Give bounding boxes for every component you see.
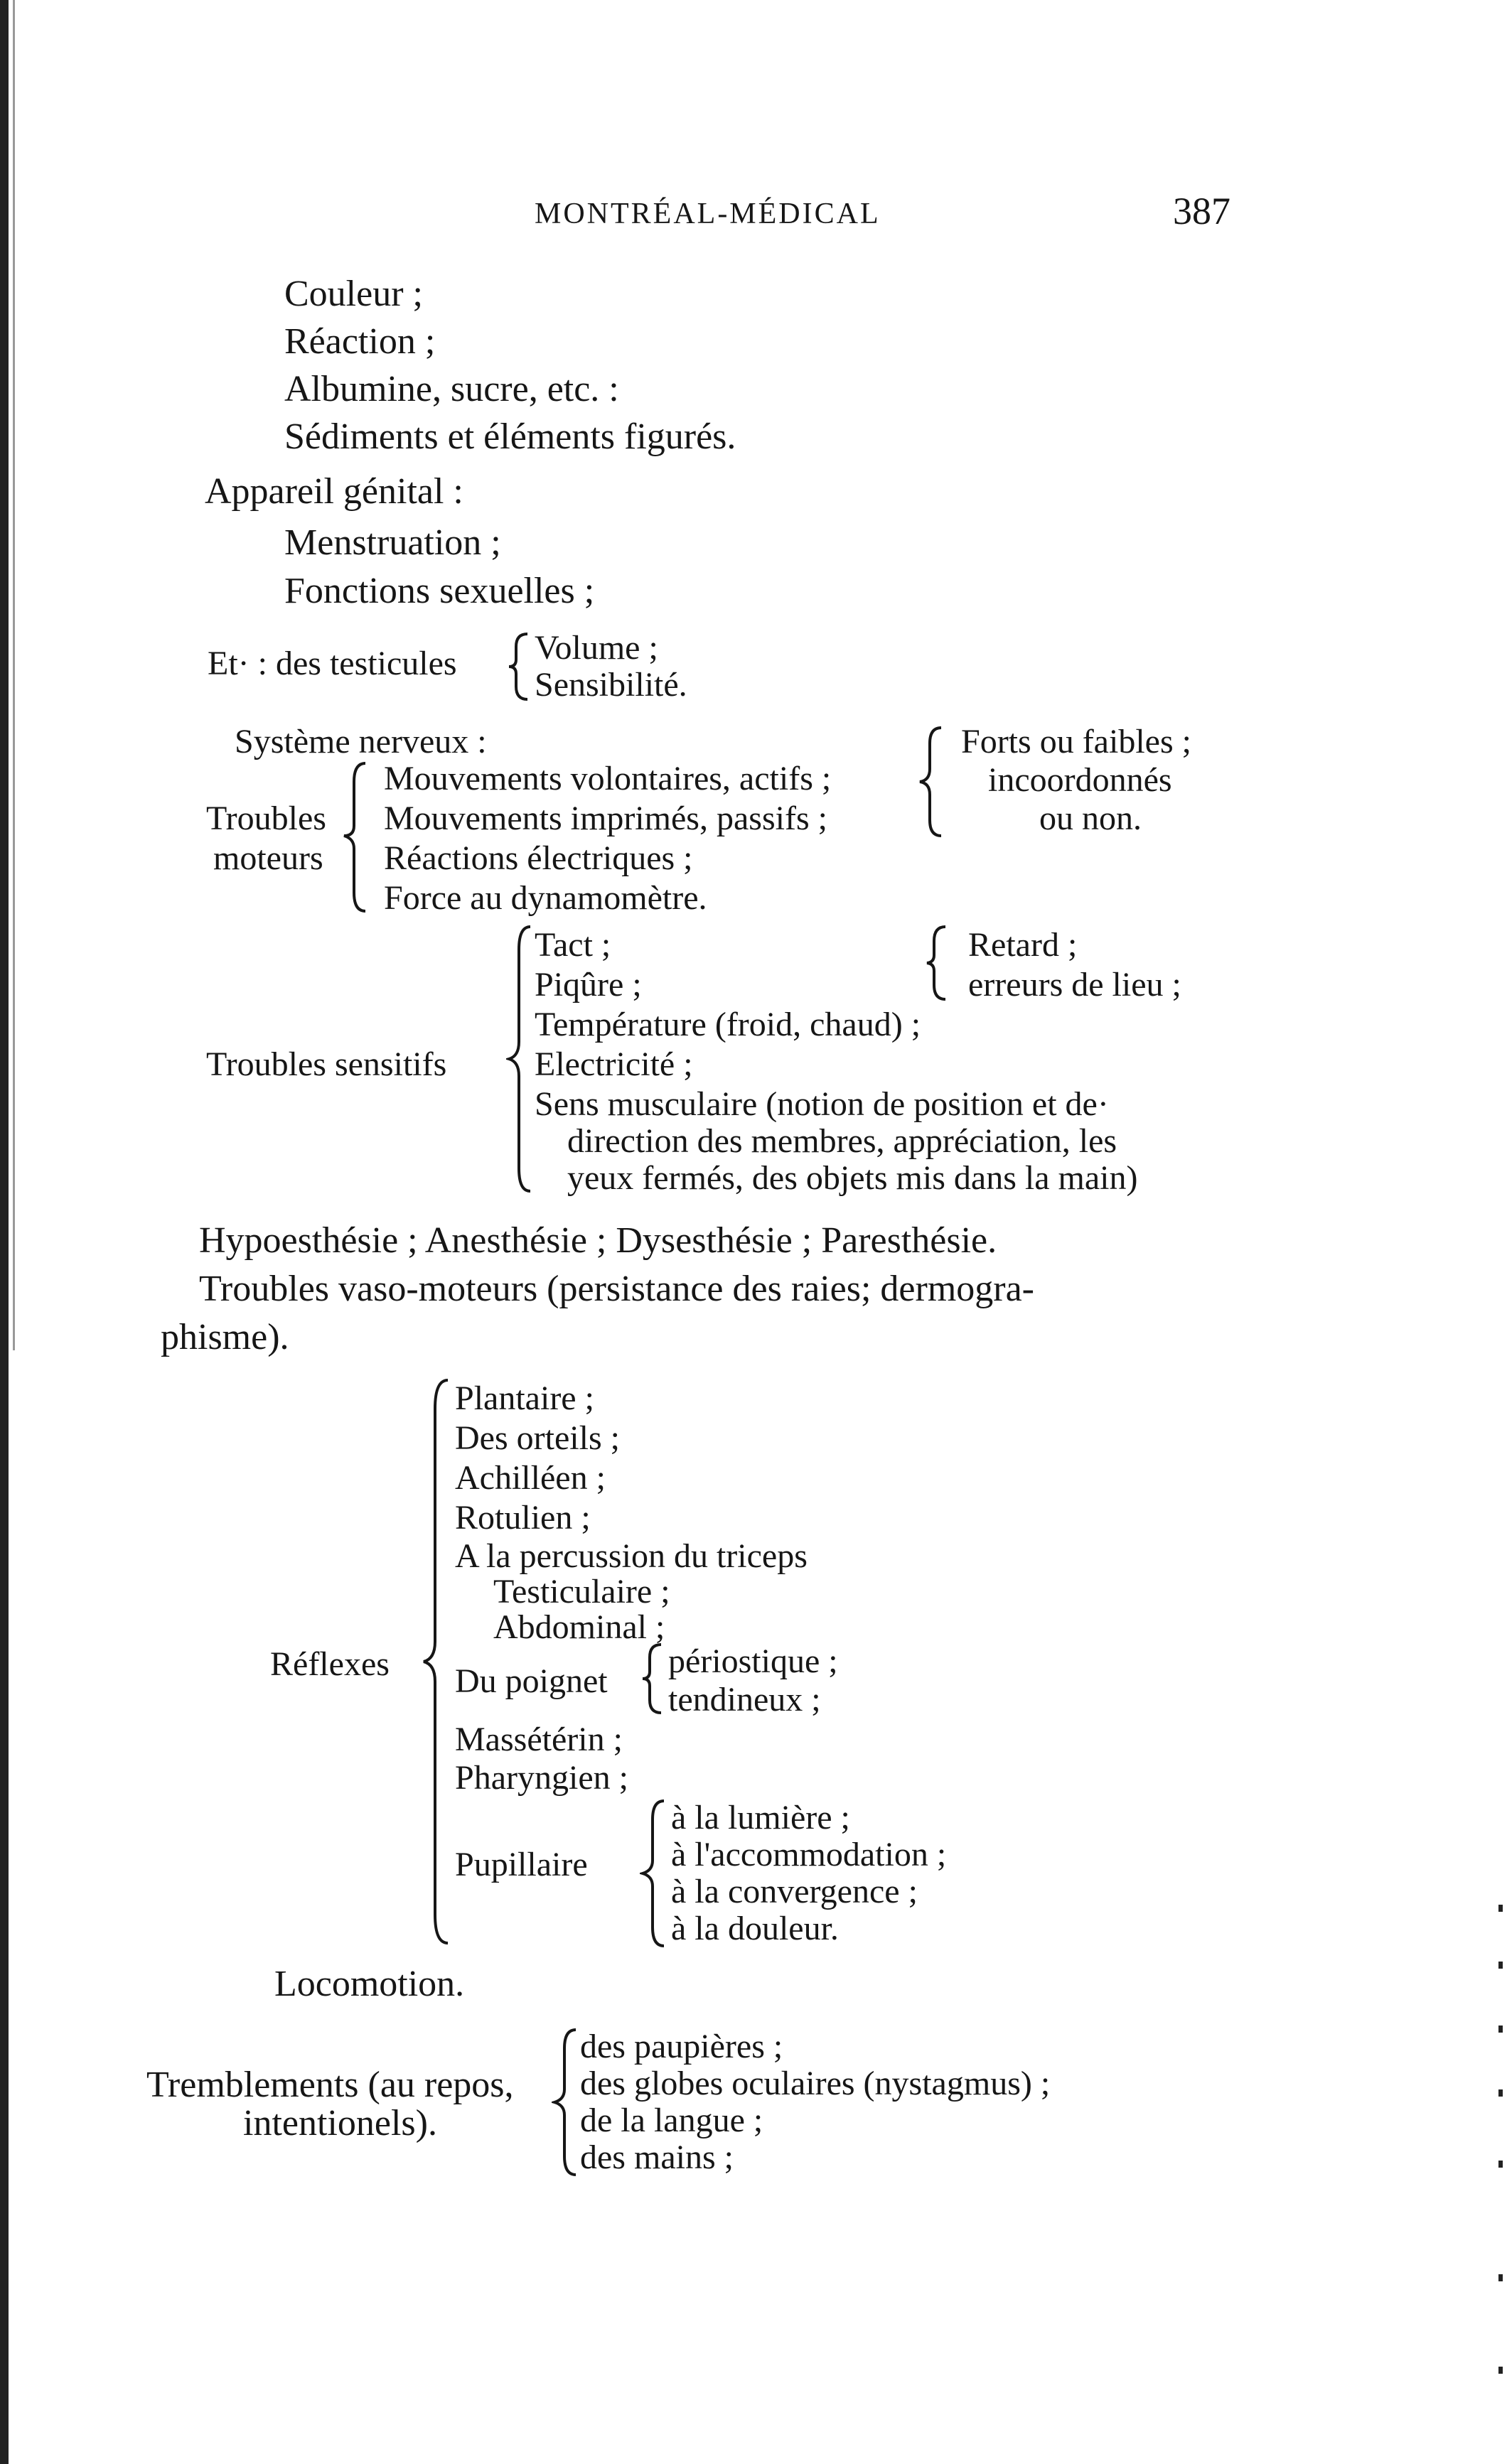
text-line: à la lumière ; [671,1799,850,1836]
text-line: Mouvements volontaires, actifs ; [384,760,832,797]
text-line: direction des membres, appréciation, les [567,1122,1117,1160]
text-line: Sédiments et éléments figurés. [284,416,736,457]
brace-icon [924,924,950,1002]
brace-icon [506,924,535,1194]
text-line: Tact ; [535,926,611,964]
text-line: Des orteils ; [455,1419,620,1457]
text-line: à la convergence ; [671,1873,918,1910]
section-heading: Locomotion. [274,1964,465,2004]
text-line: incoordonnés [988,761,1172,799]
text-line: Mouvements imprimés, passifs ; [384,800,827,837]
brace-icon [640,1642,665,1716]
text-line: Rotulien ; [455,1499,591,1537]
brace-icon [917,725,945,839]
text-line: Electricité ; [535,1045,693,1083]
scan-speck [1498,2367,1503,2374]
text-line: à la douleur. [671,1910,839,1947]
brace-icon [552,2027,580,2178]
text-line: Massétérin ; [455,1721,623,1758]
text-line: Plantaire ; [455,1379,594,1417]
text-line: Troubles sensitifs [206,1045,447,1083]
text-line: Testiculaire ; [493,1573,670,1610]
text-line: Réflexes [270,1645,390,1683]
scan-speck [1498,1905,1503,1912]
text-line: phisme). [161,1317,289,1357]
text-line: Et· : des testicules [208,645,457,682]
scan-speck [1498,2025,1503,2033]
text-line: Fonctions sexuelles ; [284,571,595,611]
text-line: Volume ; [535,629,658,667]
text-line: Menstruation ; [284,522,501,563]
scan-speck [1498,1962,1503,1969]
text-line: Sens musculaire (notion de position et de· [535,1085,1109,1123]
text-line: de la langue ; [580,2102,763,2139]
page-number: 387 [1173,190,1230,232]
text-line: Réactions électriques ; [384,839,693,877]
brace-icon [640,1798,668,1949]
text-line: des globes oculaires (nystagmus) ; [580,2065,1051,2102]
text-line: moteurs [213,839,323,877]
text-line: Force au dynamomètre. [384,879,707,917]
text-line: des paupières ; [580,2028,783,2065]
text-line: à l'accommodation ; [671,1836,947,1873]
text-line: Abdominal ; [493,1608,665,1646]
text-line: Troubles [206,800,326,837]
scan-speck [1498,2274,1503,2281]
text-line: Piqûre ; [535,966,642,1004]
brace-icon [341,760,370,915]
text-line: ou non. [1039,800,1142,837]
text-line: erreurs de lieu ; [968,966,1181,1004]
section-heading: Appareil génital : [205,471,463,512]
text-line: Troubles vaso-moteurs (persistance des raies; dermogra- [199,1269,1034,1309]
text-line: A la percussion du triceps [455,1537,808,1575]
page-edge-shadow [0,0,9,2464]
text-line: yeux fermés, des objets mis dans la main) [567,1159,1138,1197]
text-line: Tremblements (au repos, [146,2065,514,2105]
text-line: Achilléen ; [455,1459,606,1497]
page-edge-line [13,0,15,1350]
text-line: Retard ; [968,926,1078,964]
text-line: tendineux ; [668,1681,821,1718]
text-line: Pharyngien ; [455,1759,628,1797]
text-line: Réaction ; [284,321,436,362]
section-heading: Système nerveux : [235,723,487,760]
text-line: intentionels). [243,2103,437,2143]
text-line: Hypoesthésie ; Anesthésie ; Dysesthésie ; Paresthésie. [199,1220,997,1261]
text-line: Forts ou faibles ; [961,723,1191,760]
brace-icon [506,631,532,702]
text-line: Du poignet [455,1662,608,1700]
text-line: Albumine, sucre, etc. : [284,369,619,409]
brace-icon [421,1377,452,1946]
scan-speck [1498,2161,1503,2168]
text-line: Sensibilité. [535,666,687,704]
text-line: Température (froid, chaud) ; [535,1006,921,1043]
text-line: des mains ; [580,2138,734,2176]
text-line: Couleur ; [284,274,423,314]
text-line: Pupillaire [455,1846,588,1883]
text-line: périostique ; [668,1642,838,1680]
running-header: MONTRÉAL-MÉDICAL [535,198,881,230]
scan-speck [1498,2089,1503,2097]
